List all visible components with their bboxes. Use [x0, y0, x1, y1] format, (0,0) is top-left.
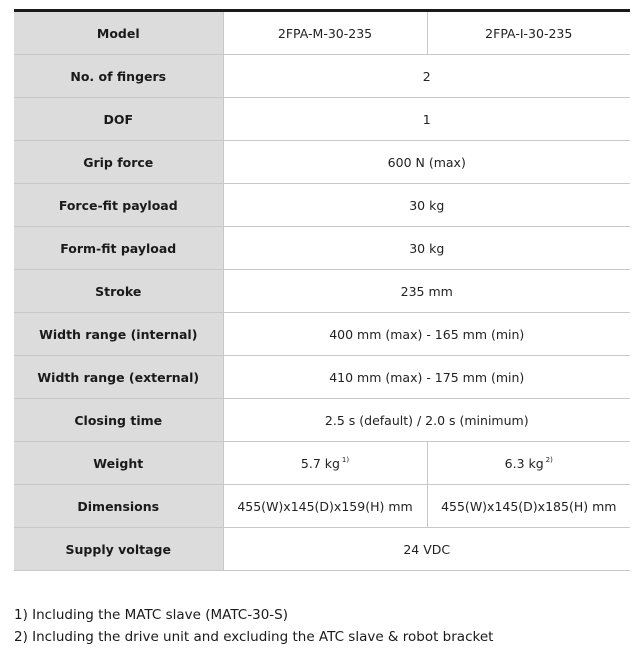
table-row-stroke	[14, 270, 630, 313]
table-row-closing-time	[14, 399, 630, 442]
table-row-dimensions	[14, 485, 630, 528]
row-value: 455(W)x145(D)x185(H) mm	[427, 485, 630, 528]
row-value: 400 mm (max) - 165 mm (min)	[223, 313, 630, 356]
row-label: Supply voltage	[14, 528, 223, 571]
footnote-marker: 1)	[341, 456, 350, 465]
row-label: Width range (external)	[14, 356, 223, 399]
row-value: 24 VDC	[223, 528, 630, 571]
row-label: Grip force	[14, 141, 223, 184]
table-row-supply-voltage	[14, 528, 630, 571]
row-value: 455(W)x145(D)x159(H) mm	[223, 485, 427, 528]
row-value: 30 kg	[223, 227, 630, 270]
row-label: Force-fit payload	[14, 184, 223, 227]
row-label: DOF	[14, 98, 223, 141]
table-row-dof	[14, 98, 630, 141]
table-row-weight	[14, 442, 630, 485]
table-row-width-internal	[14, 313, 630, 356]
row-value	[223, 442, 427, 485]
footnotes	[14, 604, 634, 648]
row-label: Form-fit payload	[14, 227, 223, 270]
row-label: No. of fingers	[14, 55, 223, 98]
row-label: Weight	[14, 442, 223, 485]
table-row-grip-force	[14, 141, 630, 184]
footnote-marker: 2)	[545, 456, 553, 465]
spec-table	[14, 9, 630, 571]
row-value: 30 kg	[223, 184, 630, 227]
row-value: 410 mm (max) - 175 mm (min)	[223, 356, 630, 399]
row-label: Model	[14, 11, 223, 55]
row-value: 235 mm	[223, 270, 630, 313]
row-value: 2FPA-M-30-235	[223, 11, 427, 55]
table-row-force-fit-payload	[14, 184, 630, 227]
row-value: 1	[223, 98, 630, 141]
row-value: 2.5 s (default) / 2.0 s (minimum)	[223, 399, 630, 442]
table-row-form-fit-payload	[14, 227, 630, 270]
row-value: 2	[223, 55, 630, 98]
table-row-model	[14, 11, 630, 55]
row-label: Dimensions	[14, 485, 223, 528]
weight-value: 5.7 kg	[300, 455, 340, 471]
footnote-1: 1) Including the MATC slave (MATC-30-S)	[14, 607, 288, 623]
row-label: Stroke	[14, 270, 223, 313]
weight-value: 6.3 kg	[504, 455, 544, 471]
footnote-2: 2) Including the drive unit and excluding the ATC slave & robot bracket	[14, 629, 494, 645]
table-row-width-external	[14, 356, 630, 399]
row-value: 600 N (max)	[223, 141, 630, 184]
row-label: Closing time	[14, 399, 223, 442]
table-row-fingers	[14, 55, 630, 98]
row-value	[427, 442, 630, 485]
row-value: 2FPA-I-30-235	[427, 11, 630, 55]
row-label: Width range (internal)	[14, 313, 223, 356]
